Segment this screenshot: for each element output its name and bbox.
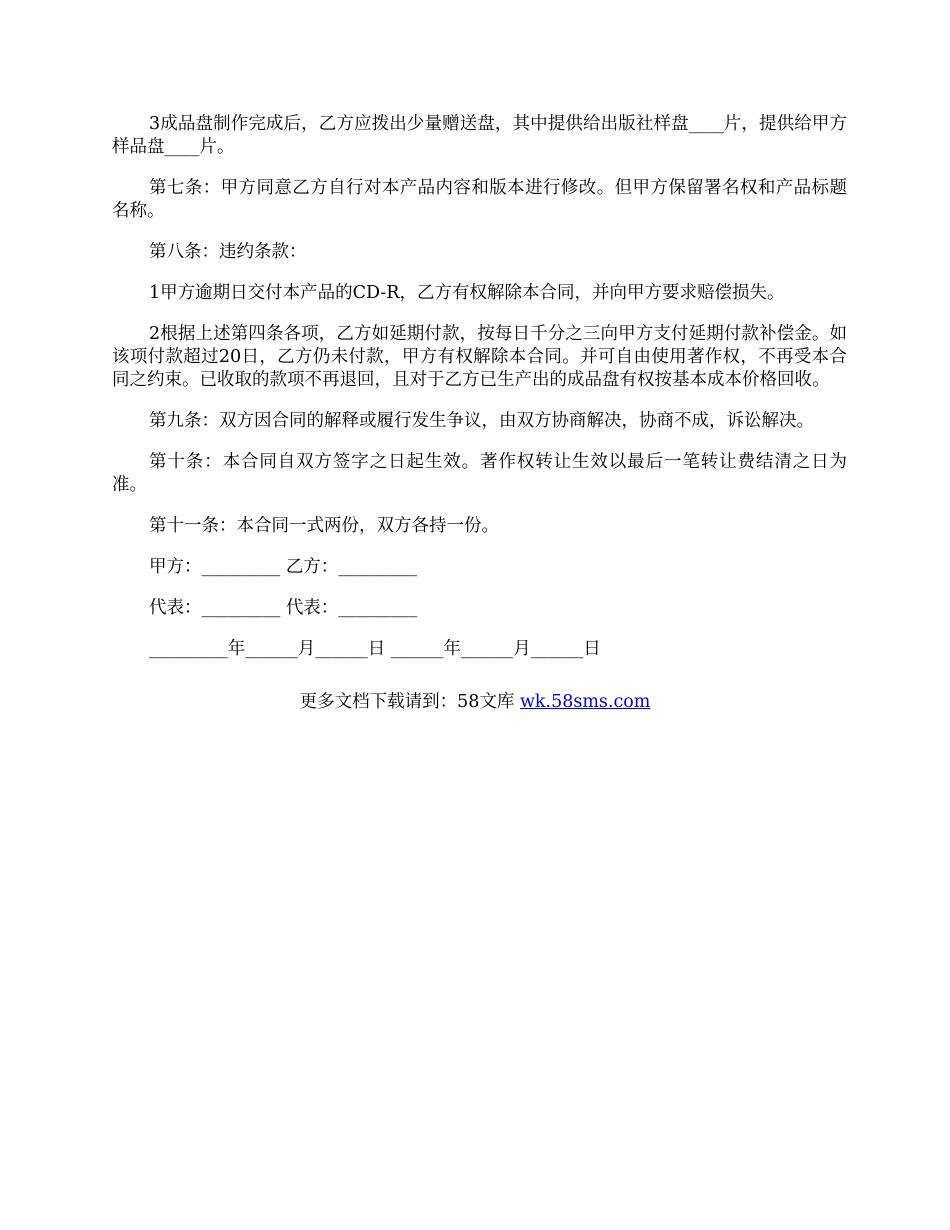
clause-sample-discs: 3成品盘制作完成后，乙方应拨出少量赠送盘，其中提供给出版社样盘____片，提供给甲方样品盘____片。: [112, 114, 847, 157]
download-footer: [0, 691, 950, 714]
clause-10: 第十条：本合同自双方签字之日起生效。著作权转让生效以最后一笔转让费结清之日为准。: [112, 452, 847, 495]
signature-dates: _________年______月______日 ______年______月______日: [149, 639, 601, 659]
clause-7: 第七条：甲方同意乙方自行对本产品内容和版本进行修改。但甲方保留署名权和产品标题名称。: [112, 178, 847, 221]
footer-link[interactable]: wk.58sms.com: [519, 692, 651, 712]
document-body: [112, 113, 847, 679]
footer-text: 更多文档下载请到：58文库: [299, 692, 520, 712]
clause-8-item-2: 2根据上述第四条各项，乙方如延期付款，按每日千分之三向甲方支付延期付款补偿金。如该项付款超过20日，乙方仍未付款，甲方有权解除本合同。并可自由使用著作权，不再受本合同之约束。已收取的款项不再退回，且对于乙方已生产出的成品盘有权按基本成本价格回收。: [112, 324, 847, 390]
signature-parties: 甲方：_________ 乙方：_________: [149, 557, 418, 577]
clause-8-item-1: 1甲方逾期日交付本产品的CD-R，乙方有权解除本合同，并向甲方要求赔偿损失。: [149, 283, 785, 303]
signature-representatives: 代表：_________ 代表：_________: [149, 598, 418, 618]
clause-9: 第九条：双方因合同的解释或履行发生争议，由双方协商解决，协商不成，诉讼解决。: [149, 411, 814, 431]
clause-8-heading: 第八条：违约条款：: [149, 242, 307, 262]
clause-11: 第十一条：本合同一式两份，双方各持一份。: [149, 516, 499, 536]
